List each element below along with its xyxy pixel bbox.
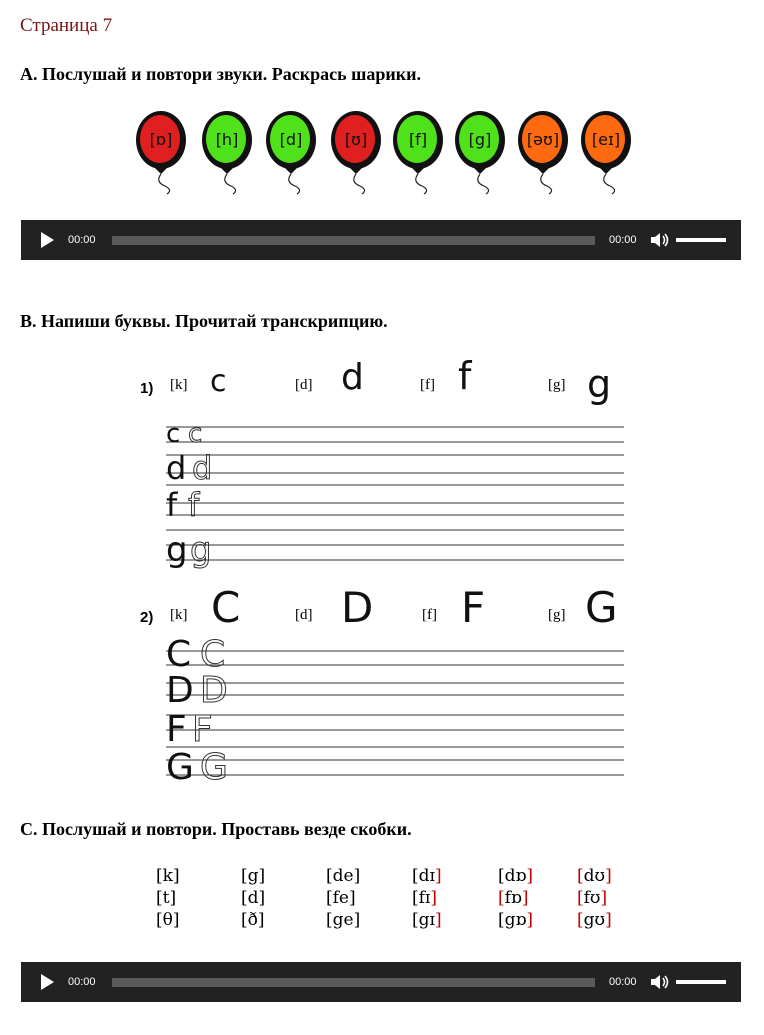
transcription-cell: [dɒ]: [498, 866, 534, 886]
balloon-symbol: [əʊ]: [526, 130, 560, 149]
balloon-shape: [328, 110, 384, 195]
trace-letter-d: d: [192, 449, 213, 487]
transcription-cell: [d]: [241, 888, 266, 908]
letter-d-upper: D: [341, 583, 374, 632]
row-2-label: 2): [140, 609, 154, 626]
transcription-d-upper: [d]: [295, 607, 313, 623]
transcription-cell: [dɪ]: [412, 866, 442, 886]
balloon-symbol: [g]: [468, 130, 492, 149]
balloon-shape: [515, 110, 571, 195]
balloon-shape: [199, 110, 255, 195]
balloon-symbol: [ʊ]: [344, 130, 368, 149]
transcription-cell: [de]: [326, 866, 361, 886]
trace-letter-c: c: [188, 419, 203, 449]
duration: 00:00: [609, 234, 637, 246]
writing-worksheet: [138, 355, 628, 790]
letter-c-upper: C: [211, 583, 241, 632]
letter-f-upper: F: [461, 583, 486, 632]
balloon-shape: [133, 110, 189, 195]
transcription-cell: [fʊ]: [577, 888, 608, 908]
page-title: Страница 7: [20, 15, 113, 36]
transcription-k-upper: [k]: [170, 607, 188, 623]
balloon-5: [390, 110, 446, 195]
balloon-symbol: [ɒ]: [149, 130, 173, 149]
volume-slider[interactable]: [676, 238, 726, 242]
balloon-2: [199, 110, 255, 195]
transcription-cell: [gɒ]: [498, 910, 534, 930]
transcription-cell: [ð]: [241, 910, 265, 930]
transcription-g: [g]: [548, 377, 566, 393]
balloon-symbol: [d]: [279, 130, 303, 149]
section-b-heading: В. Напиши буквы. Прочитай транскрипцию.: [20, 311, 388, 331]
trace-letter-C: C: [200, 634, 226, 675]
balloon-symbol: [f]: [408, 130, 428, 149]
play-icon[interactable]: [41, 232, 54, 248]
play-icon[interactable]: [41, 974, 54, 990]
audio-player-1: [21, 220, 741, 260]
balloon-shape: [263, 110, 319, 195]
balloon-shape: [390, 110, 446, 195]
transcription-d: [d]: [295, 377, 313, 393]
balloon-3: [263, 110, 319, 195]
current-time: 00:00: [68, 976, 96, 988]
volume-icon[interactable]: [650, 231, 670, 249]
current-time: 00:00: [68, 234, 96, 246]
trace-letter-G: G: [200, 747, 228, 788]
transcription-cell: [θ]: [156, 910, 180, 930]
line-letter-g: g: [166, 530, 188, 570]
transcription-cell: [t]: [156, 888, 177, 908]
balloon-symbol: [h]: [215, 130, 239, 149]
balloon-6: [452, 110, 508, 195]
transcription-cell: [dʊ]: [577, 866, 612, 886]
balloon-1: [133, 110, 189, 195]
balloon-4: [328, 110, 384, 195]
balloon-shape: [578, 110, 634, 195]
letter-f-lower: f: [458, 354, 472, 398]
trace-letter-D: D: [200, 670, 228, 711]
letter-d-lower: d: [341, 357, 364, 398]
transcription-cell: [gɪ]: [412, 910, 442, 930]
letter-g-upper: G: [585, 583, 618, 632]
line-letter-C: C: [166, 634, 192, 675]
transcription-cell: [ge]: [326, 910, 361, 930]
trace-letter-f: f: [188, 486, 200, 524]
transcription-cell: [g]: [241, 866, 266, 886]
audio-player-2: [21, 962, 741, 1002]
balloon-shape: [452, 110, 508, 195]
transcription-cell: [fɪ]: [412, 888, 438, 908]
transcription-cell: [gʊ]: [577, 910, 612, 930]
balloon-7: [515, 110, 571, 195]
line-letter-d: d: [166, 449, 187, 487]
balloon-8: [578, 110, 634, 195]
transcription-cell: [fɒ]: [498, 888, 529, 908]
trace-letter-F: F: [192, 709, 213, 750]
progress-bar[interactable]: [112, 236, 595, 245]
section-c-heading: С. Послушай и повтори. Проставь везде скобки.: [20, 819, 412, 839]
row-1-label: 1): [140, 380, 154, 397]
transcription-f: [f]: [420, 377, 435, 393]
duration: 00:00: [609, 976, 637, 988]
transcription-cell: [k]: [156, 866, 180, 886]
progress-bar[interactable]: [112, 978, 595, 987]
transcription-g-upper: [g]: [548, 607, 566, 623]
volume-slider[interactable]: [676, 980, 726, 984]
line-letter-f: f: [166, 486, 178, 524]
balloon-row: [125, 110, 645, 195]
balloon-symbol: [eɪ]: [591, 130, 621, 149]
transcription-f-upper: [f]: [422, 607, 437, 623]
line-letter-G: G: [166, 747, 194, 788]
line-letter-c: c: [166, 419, 181, 449]
line-letter-D: D: [166, 670, 194, 711]
letter-g-lower: g: [587, 362, 612, 406]
section-a-heading: А. Послушай и повтори звуки. Раскрась шарики.: [20, 64, 421, 84]
transcription-k: [k]: [170, 377, 188, 393]
line-letter-F: F: [166, 709, 187, 750]
transcription-cell: [fe]: [326, 888, 356, 908]
letter-c-lower: c: [210, 364, 227, 399]
trace-letter-g: g: [190, 530, 212, 570]
volume-icon[interactable]: [650, 973, 670, 991]
